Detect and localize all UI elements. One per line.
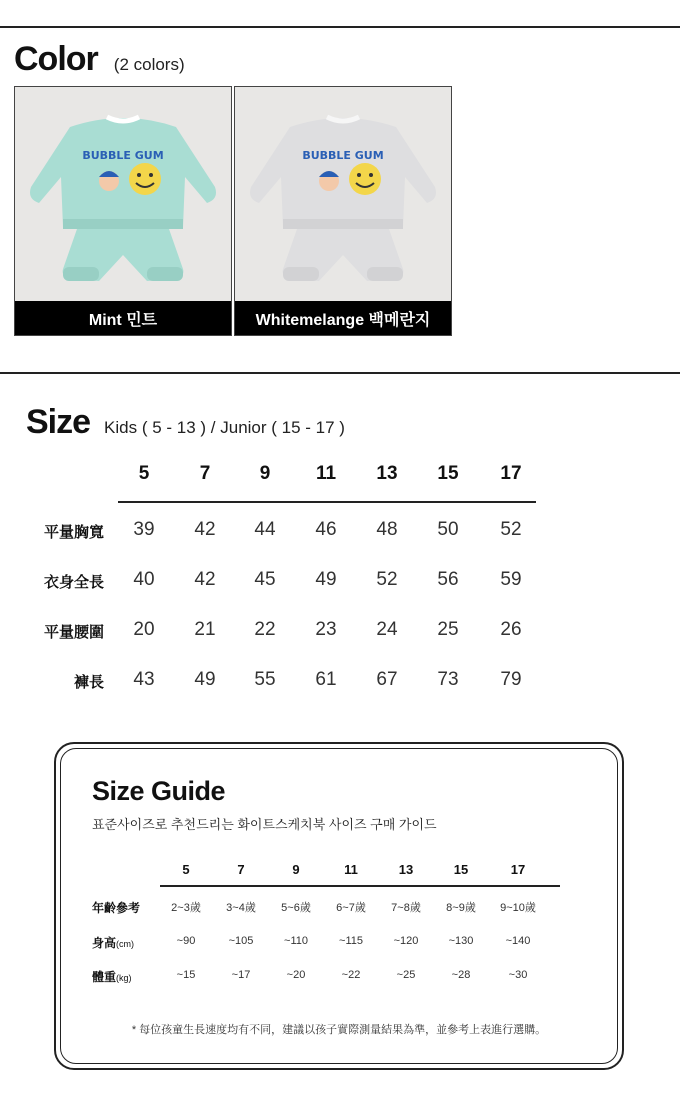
guide-cell: 6~7歲 xyxy=(336,902,366,914)
guide-cell: ~105 xyxy=(228,935,254,947)
size-cell: 44 xyxy=(254,519,276,540)
size-col-header: 13 xyxy=(376,463,398,484)
guide-cell: 8~9歲 xyxy=(446,902,476,914)
swatch-mint[interactable] xyxy=(14,86,232,336)
guide-cell: ~15 xyxy=(176,969,196,981)
swatch-whitemelange-label: Whitemelange 백메란지 xyxy=(235,301,451,335)
whitemelange-print-text: BUBBLE GUM xyxy=(302,149,384,162)
guide-col-header: 13 xyxy=(398,862,414,877)
guide-cell: ~22 xyxy=(341,969,361,981)
guide-row-label-text: 身高 xyxy=(92,936,117,950)
size-header xyxy=(26,403,345,442)
mint-print-text: BUBBLE GUM xyxy=(82,149,164,162)
size-cell: 40 xyxy=(133,569,155,590)
guide-cell: 5~6歲 xyxy=(281,902,311,914)
guide-col-header: 11 xyxy=(344,862,358,877)
whitemelange-outfit-photo xyxy=(235,87,451,301)
size-cell: 46 xyxy=(315,519,337,540)
color-header xyxy=(14,40,185,79)
guide-row-unit: (cm) xyxy=(116,939,135,949)
guide-cell: ~28 xyxy=(451,969,471,981)
size-row-label: 衣身全長 xyxy=(43,574,104,591)
size-cell: 43 xyxy=(133,669,155,690)
size-cell: 39 xyxy=(133,519,155,540)
size-cell: 67 xyxy=(376,669,398,690)
guide-col-header: 7 xyxy=(237,862,245,877)
color-title: Color xyxy=(14,40,98,78)
size-cell: 73 xyxy=(437,669,459,690)
guide-row-label-text: 體重 xyxy=(92,970,117,984)
size-cell: 79 xyxy=(500,669,522,690)
size-col-header: 5 xyxy=(138,463,150,484)
guide-cell: 3~4歲 xyxy=(226,902,256,914)
guide-cell: ~115 xyxy=(339,935,363,947)
guide-cell: ~25 xyxy=(396,969,416,981)
size-cell: 52 xyxy=(376,569,398,590)
size-col-header: 15 xyxy=(437,463,459,484)
size-cell: 61 xyxy=(315,669,337,690)
size-guide-note: * 每位孩童生長速度均有不同，建議以孩子實際測量結果為準，並參考上表進行選購。 xyxy=(131,1024,547,1036)
guide-col-header: 5 xyxy=(182,862,190,877)
guide-cell: ~90 xyxy=(176,935,196,947)
mid-divider xyxy=(0,372,680,374)
size-cell: 25 xyxy=(437,619,459,640)
guide-cell: ~110 xyxy=(284,935,308,947)
size-cell: 50 xyxy=(437,519,459,540)
size-cell: 42 xyxy=(194,569,216,590)
guide-cell: 7~8歲 xyxy=(391,902,421,914)
guide-cell: ~20 xyxy=(286,969,306,981)
guide-col-header: 15 xyxy=(453,862,469,877)
size-cell: 26 xyxy=(500,619,522,640)
size-cell: 52 xyxy=(500,519,522,540)
size-cell: 20 xyxy=(133,619,155,640)
size-cell: 48 xyxy=(376,519,398,540)
guide-cell: 9~10歲 xyxy=(500,902,536,914)
size-cell: 49 xyxy=(315,569,337,590)
size-guide-subtitle: 표준사이즈로 추천드리는 화이트스케치북 사이즈 구매 가이드 xyxy=(92,817,437,832)
guide-table-rule xyxy=(160,885,560,887)
mint-outfit-photo xyxy=(15,87,231,301)
guide-row-label-text: 年齡參考 xyxy=(92,901,141,915)
size-col-header: 9 xyxy=(259,463,271,484)
guide-row-unit: (kg) xyxy=(116,973,132,983)
size-subtitle: Kids ( 5 - 13 ) / Junior ( 15 - 17 ) xyxy=(104,418,345,437)
swatch-mint-label: Mint 민트 xyxy=(15,301,231,335)
size-cell: 56 xyxy=(437,569,459,590)
size-cell: 22 xyxy=(254,619,276,640)
guide-col-header: 17 xyxy=(510,862,526,877)
guide-row-label xyxy=(92,899,140,916)
size-cell: 23 xyxy=(315,619,337,640)
size-col-header: 17 xyxy=(500,463,522,484)
top-divider xyxy=(0,26,680,28)
size-row-label: 褲長 xyxy=(73,674,104,691)
guide-cell: ~30 xyxy=(508,969,528,981)
guide-cell: ~140 xyxy=(505,935,531,947)
guide-cell: ~17 xyxy=(231,969,251,981)
size-cell: 45 xyxy=(254,569,276,590)
size-col-header: 7 xyxy=(199,463,211,484)
guide-cell: ~120 xyxy=(393,935,419,947)
size-cell: 42 xyxy=(194,519,216,540)
size-title: Size xyxy=(26,403,91,441)
guide-cell: ~130 xyxy=(448,935,474,947)
swatch-whitemelange[interactable] xyxy=(234,86,452,336)
size-guide-title: Size Guide xyxy=(92,776,226,806)
guide-col-header: 9 xyxy=(292,862,300,877)
size-row-label: 平量腰圍 xyxy=(43,624,104,641)
size-row-label: 平量胸寬 xyxy=(43,524,104,541)
size-cell: 49 xyxy=(194,669,216,690)
size-table-rule xyxy=(118,501,536,503)
size-cell: 59 xyxy=(500,569,522,590)
guide-cell: 2~3歲 xyxy=(171,902,201,914)
color-subtitle: (2 colors) xyxy=(113,55,185,74)
guide-row-label xyxy=(92,968,132,985)
guide-row-label xyxy=(92,934,134,951)
size-cell: 55 xyxy=(254,669,276,690)
size-cell: 21 xyxy=(194,619,216,640)
size-col-header: 11 xyxy=(315,463,337,484)
size-cell: 24 xyxy=(376,619,398,640)
